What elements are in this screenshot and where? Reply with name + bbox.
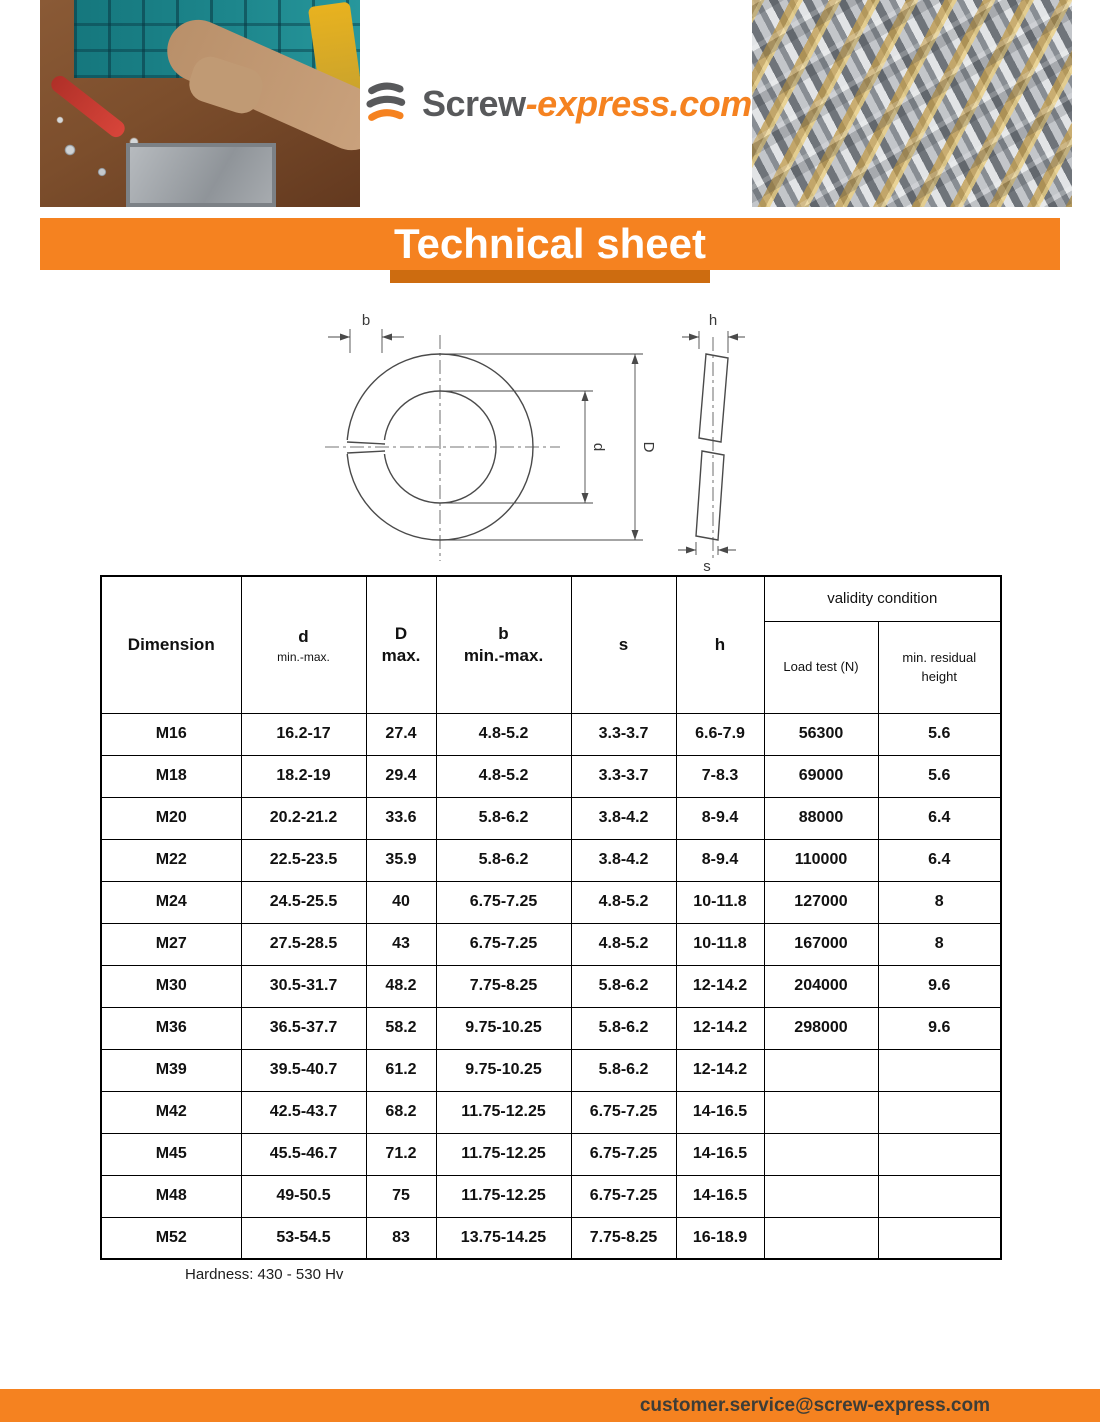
logo [360, 0, 752, 207]
table-header-row-1 [101, 576, 1001, 621]
cell-residual [878, 1049, 1001, 1091]
table-row [101, 755, 1001, 797]
cell-residual: 9.6 [878, 1007, 1001, 1049]
cell-d: 36.5-37.7 [241, 1007, 366, 1049]
cell-d: 18.2-19 [241, 755, 366, 797]
table-row [101, 881, 1001, 923]
hardness-footnote: Hardness: 430 - 530 Hv [185, 1266, 344, 1283]
table-row [101, 965, 1001, 1007]
table-row [101, 923, 1001, 965]
table-row [101, 1217, 1001, 1259]
table-row [101, 797, 1001, 839]
cell-b: 5.8-6.2 [436, 839, 571, 881]
col-header-b [436, 576, 571, 713]
cell-h: 10-11.8 [676, 881, 764, 923]
cell-residual: 9.6 [878, 965, 1001, 1007]
cell-residual: 6.4 [878, 839, 1001, 881]
cell-D: 68.2 [366, 1091, 436, 1133]
cell-b: 6.75-7.25 [436, 881, 571, 923]
col-header-D-sub: max. [381, 645, 421, 665]
page-footer [0, 1389, 1100, 1422]
cell-s: 5.8-6.2 [571, 1007, 676, 1049]
cell-b: 11.75-12.25 [436, 1091, 571, 1133]
cell-dimension: M24 [101, 881, 241, 923]
cell-load [764, 1091, 878, 1133]
cell-h: 8-9.4 [676, 839, 764, 881]
cell-load [764, 1175, 878, 1217]
cell-dimension: M48 [101, 1175, 241, 1217]
col-header-load-test: Load test (N) [764, 621, 878, 713]
cell-h: 14-16.5 [676, 1133, 764, 1175]
cell-b: 13.75-14.25 [436, 1217, 571, 1259]
table-row [101, 713, 1001, 755]
cell-residual: 6.4 [878, 797, 1001, 839]
brand-name-secondary: -express.com [525, 82, 752, 124]
dim-label-s: s [703, 558, 711, 575]
cell-d: 49-50.5 [241, 1175, 366, 1217]
cell-dimension: M45 [101, 1133, 241, 1175]
cell-b: 5.8-6.2 [436, 797, 571, 839]
brand-name [422, 83, 752, 125]
workbench-photo-screwdriver-detail [48, 73, 128, 141]
table-row [101, 1175, 1001, 1217]
cell-dimension: M42 [101, 1091, 241, 1133]
cell-h: 16-18.9 [676, 1217, 764, 1259]
col-header-D [366, 576, 436, 713]
col-header-residual-line1: min. residual [902, 649, 977, 665]
cell-s: 7.75-8.25 [571, 1217, 676, 1259]
cell-D: 61.2 [366, 1049, 436, 1091]
cell-load: 167000 [764, 923, 878, 965]
cell-d: 30.5-31.7 [241, 965, 366, 1007]
cell-s: 4.8-5.2 [571, 923, 676, 965]
screws-pile-photo [752, 0, 1072, 207]
cell-load: 56300 [764, 713, 878, 755]
cell-d: 20.2-21.2 [241, 797, 366, 839]
cell-h: 14-16.5 [676, 1175, 764, 1217]
cell-D: 43 [366, 923, 436, 965]
table-row [101, 1133, 1001, 1175]
cell-dimension: M22 [101, 839, 241, 881]
cell-D: 35.9 [366, 839, 436, 881]
cell-load [764, 1133, 878, 1175]
cell-d: 22.5-23.5 [241, 839, 366, 881]
cell-h: 12-14.2 [676, 1007, 764, 1049]
col-header-d [241, 576, 366, 713]
screw-express-logo-icon [360, 77, 410, 131]
cell-s: 6.75-7.25 [571, 1091, 676, 1133]
cell-dimension: M18 [101, 755, 241, 797]
col-header-b-main: b [498, 623, 509, 643]
cell-residual: 8 [878, 923, 1001, 965]
cell-h: 12-14.2 [676, 1049, 764, 1091]
banner-title: Technical sheet [393, 220, 706, 267]
cell-dimension: M27 [101, 923, 241, 965]
cell-b: 7.75-8.25 [436, 965, 571, 1007]
table-row [101, 839, 1001, 881]
cell-load [764, 1217, 878, 1259]
cell-d: 42.5-43.7 [241, 1091, 366, 1133]
col-header-residual-line2: height [921, 669, 957, 684]
cell-s: 5.8-6.2 [571, 1049, 676, 1091]
cell-dimension: M36 [101, 1007, 241, 1049]
cell-dimension: M39 [101, 1049, 241, 1091]
cell-b: 9.75-10.25 [436, 1007, 571, 1049]
cell-residual: 5.6 [878, 713, 1001, 755]
col-header-D-main: D [394, 623, 408, 643]
col-header-residual [878, 621, 1001, 713]
washer-technical-drawing [290, 295, 790, 575]
brand-name-primary: Screw [422, 82, 526, 124]
cell-dimension: M16 [101, 713, 241, 755]
dim-label-D: D [640, 441, 657, 453]
cell-s: 6.75-7.25 [571, 1175, 676, 1217]
cell-residual [878, 1133, 1001, 1175]
cell-d: 53-54.5 [241, 1217, 366, 1259]
cell-b: 6.75-7.25 [436, 923, 571, 965]
cell-b: 11.75-12.25 [436, 1175, 571, 1217]
cell-b: 9.75-10.25 [436, 1049, 571, 1091]
cell-h: 7-8.3 [676, 755, 764, 797]
cell-load: 110000 [764, 839, 878, 881]
table-row [101, 1091, 1001, 1133]
cell-load: 127000 [764, 881, 878, 923]
cell-s: 3.8-4.2 [571, 839, 676, 881]
cell-dimension: M20 [101, 797, 241, 839]
customer-service-email: customer.service@screw-express.com [639, 1394, 990, 1416]
cell-d: 45.5-46.7 [241, 1133, 366, 1175]
cell-h: 10-11.8 [676, 923, 764, 965]
col-header-s: s [571, 576, 676, 713]
cell-load: 69000 [764, 755, 878, 797]
cell-d: 24.5-25.5 [241, 881, 366, 923]
cell-load: 298000 [764, 1007, 878, 1049]
cell-residual [878, 1175, 1001, 1217]
dim-label-b: b [361, 312, 371, 329]
cell-b: 4.8-5.2 [436, 713, 571, 755]
cell-s: 3.3-3.7 [571, 713, 676, 755]
cell-b: 11.75-12.25 [436, 1133, 571, 1175]
cell-s: 6.75-7.25 [571, 1133, 676, 1175]
cell-D: 75 [366, 1175, 436, 1217]
col-header-dimension: Dimension [101, 576, 241, 713]
col-header-validity: validity condition [764, 576, 1001, 621]
cell-h: 14-16.5 [676, 1091, 764, 1133]
cell-residual [878, 1091, 1001, 1133]
cell-residual [878, 1217, 1001, 1259]
cell-D: 58.2 [366, 1007, 436, 1049]
col-header-b-sub: min.-max. [463, 645, 544, 665]
cell-residual: 8 [878, 881, 1001, 923]
cell-h: 8-9.4 [676, 797, 764, 839]
col-header-d-main: d [298, 626, 309, 646]
table-row [101, 1007, 1001, 1049]
col-header-d-sub: min.-max. [277, 649, 330, 664]
spec-table-body [101, 713, 1001, 1259]
cell-s: 4.8-5.2 [571, 881, 676, 923]
cell-D: 29.4 [366, 755, 436, 797]
cell-D: 83 [366, 1217, 436, 1259]
banner-shadow-bar [390, 270, 710, 283]
cell-dimension: M52 [101, 1217, 241, 1259]
dim-label-d: d [590, 442, 607, 452]
cell-load: 88000 [764, 797, 878, 839]
cell-D: 33.6 [366, 797, 436, 839]
cell-s: 5.8-6.2 [571, 965, 676, 1007]
cell-h: 6.6-7.9 [676, 713, 764, 755]
table-row [101, 1049, 1001, 1091]
cell-d: 39.5-40.7 [241, 1049, 366, 1091]
page-header [40, 0, 1060, 207]
cell-D: 40 [366, 881, 436, 923]
cell-d: 16.2-17 [241, 713, 366, 755]
cell-residual: 5.6 [878, 755, 1001, 797]
spec-table [100, 575, 1002, 1260]
cell-s: 3.3-3.7 [571, 755, 676, 797]
cell-load [764, 1049, 878, 1091]
cell-b: 4.8-5.2 [436, 755, 571, 797]
workbench-photo [40, 0, 360, 207]
cell-d: 27.5-28.5 [241, 923, 366, 965]
technical-sheet-banner [40, 218, 1060, 270]
cell-D: 27.4 [366, 713, 436, 755]
cell-D: 48.2 [366, 965, 436, 1007]
cell-s: 3.8-4.2 [571, 797, 676, 839]
dim-label-h: h [708, 312, 718, 329]
cell-dimension: M30 [101, 965, 241, 1007]
cell-D: 71.2 [366, 1133, 436, 1175]
col-header-h: h [676, 576, 764, 713]
cell-h: 12-14.2 [676, 965, 764, 1007]
cell-load: 204000 [764, 965, 878, 1007]
